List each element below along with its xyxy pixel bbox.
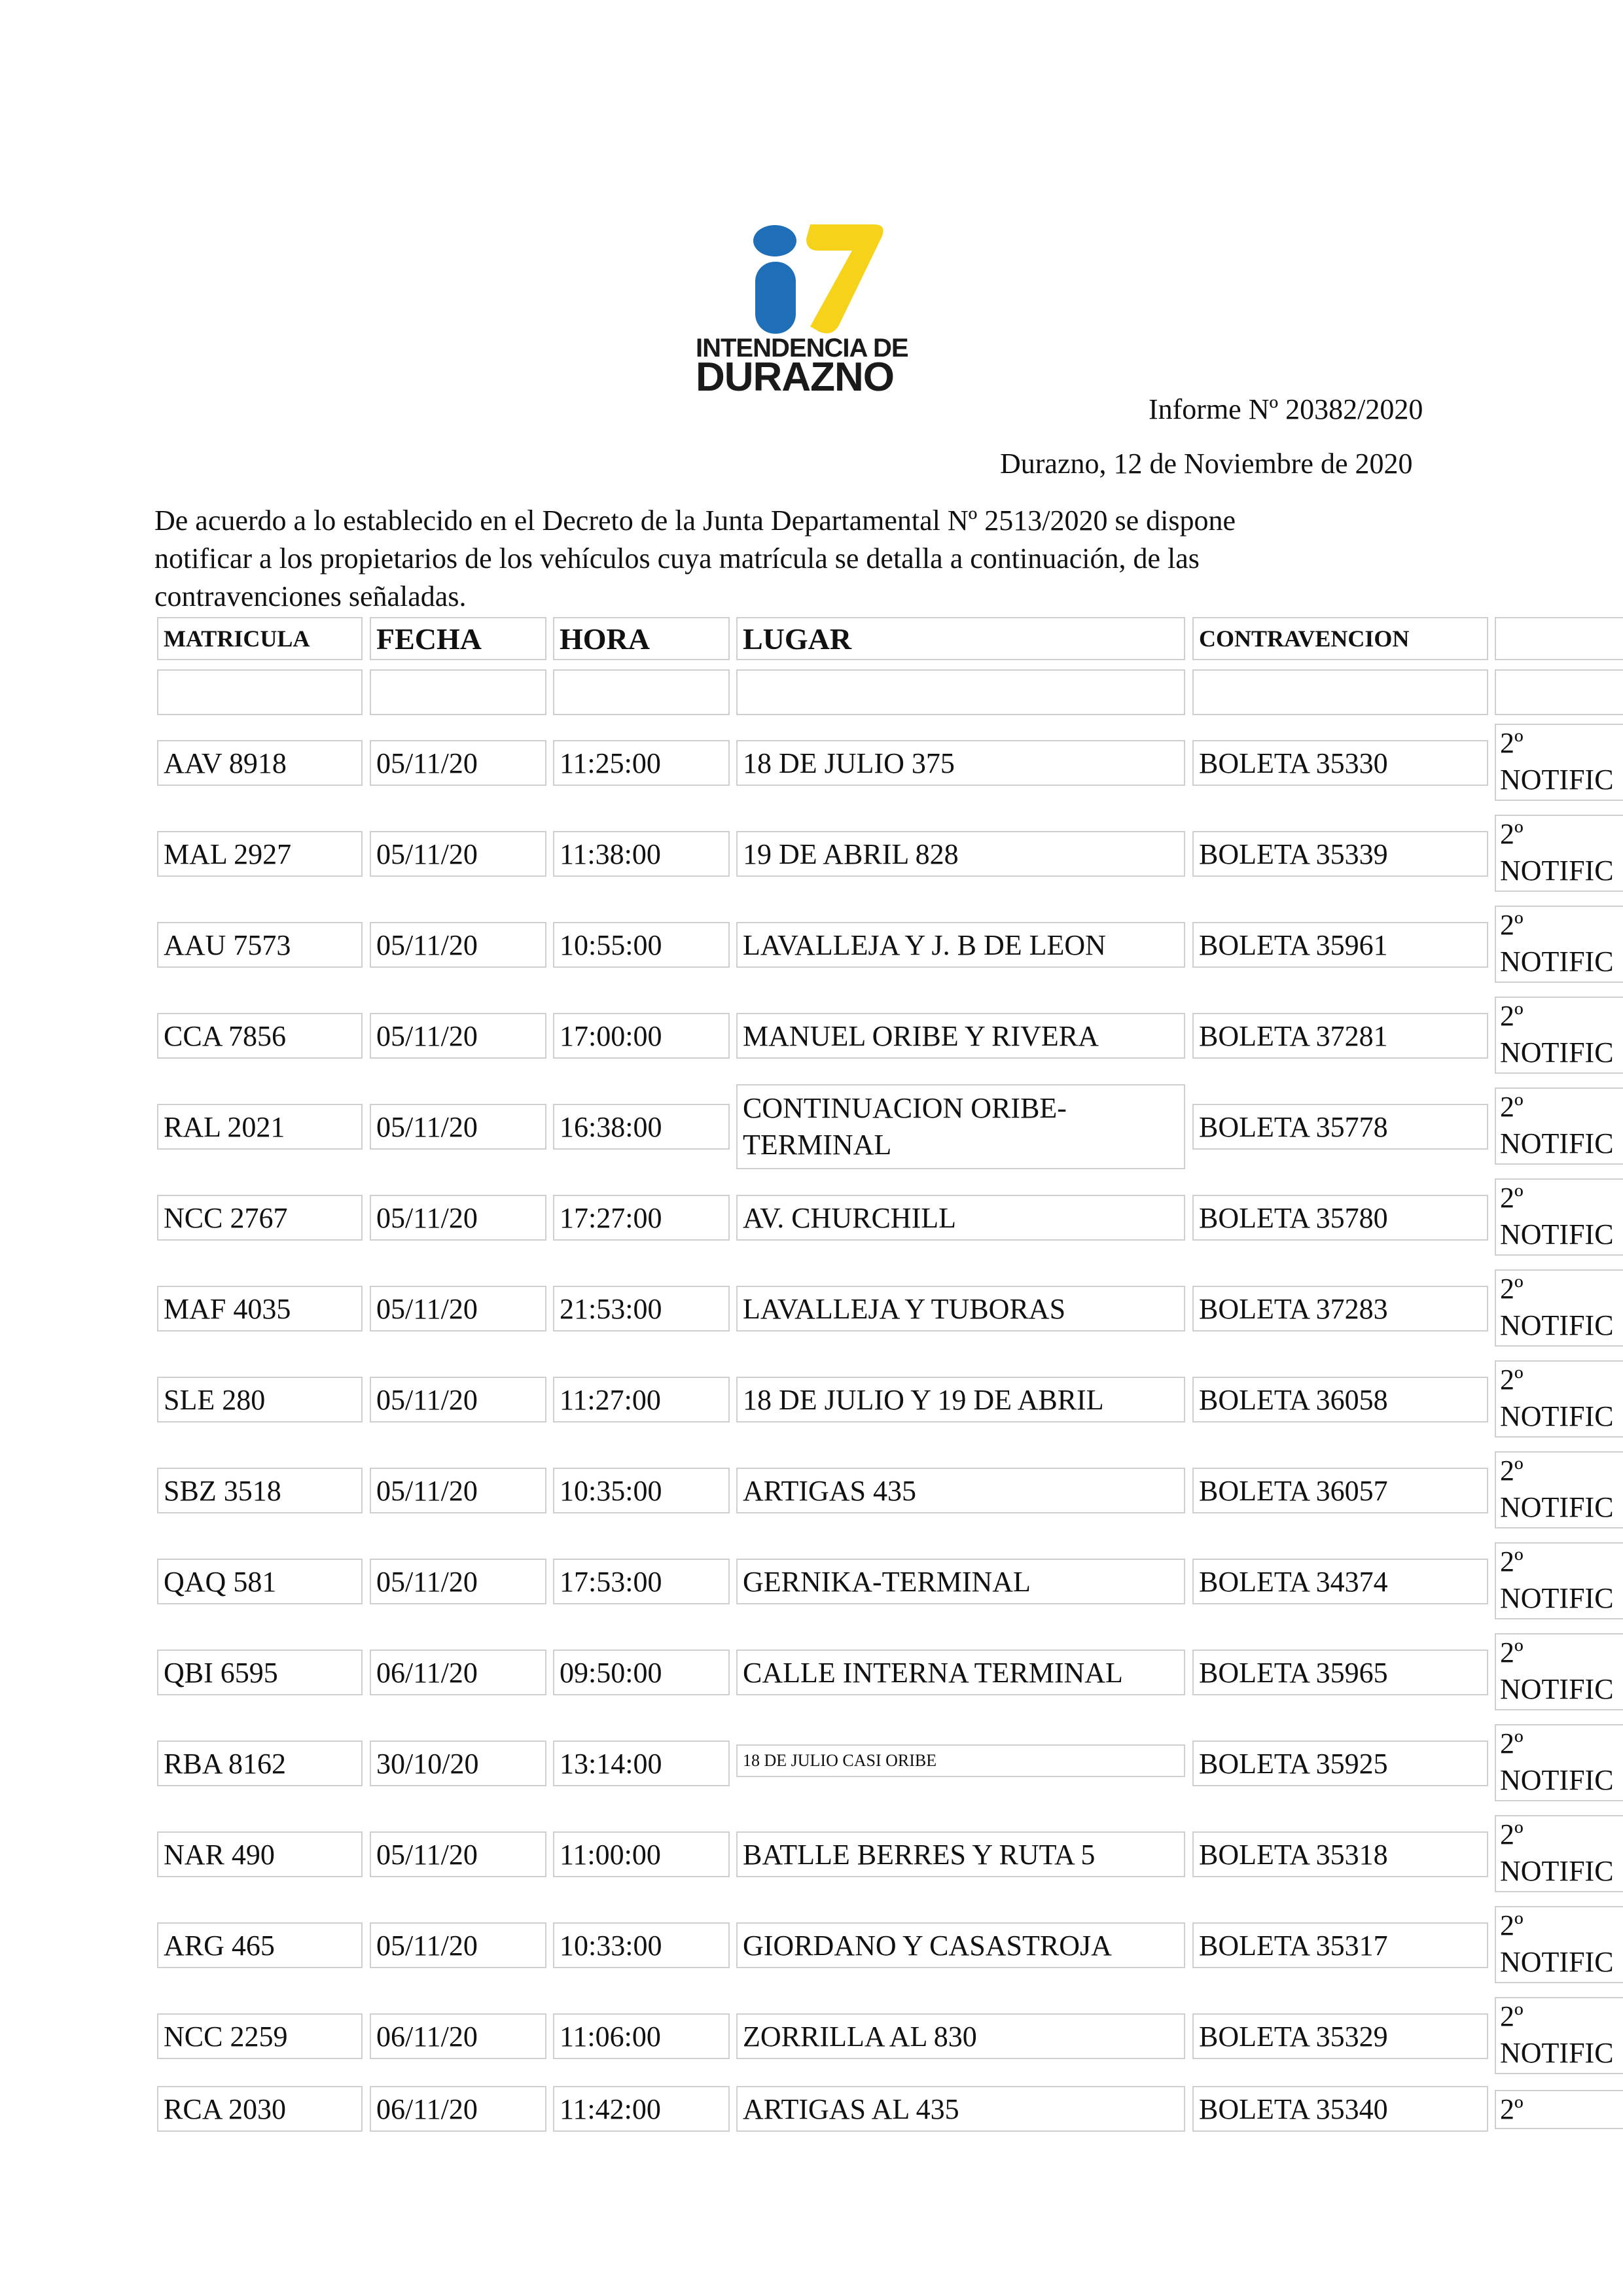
cell-hora: 11:00:00 bbox=[553, 1831, 730, 1877]
notif-ordinal: 2º bbox=[1500, 727, 1524, 759]
header-lugar: LUGAR bbox=[736, 617, 1185, 660]
cell-notificacion bbox=[1495, 1997, 1623, 2074]
cell-fecha: 06/11/20 bbox=[370, 2086, 546, 2132]
cell-contravencion: BOLETA 35961 bbox=[1192, 922, 1488, 968]
cell-contravencion: BOLETA 35780 bbox=[1192, 1195, 1488, 1241]
intro-line: notificar a los propietarios de los vehículos cuya matrícula se detalla a continuación, de las bbox=[154, 542, 1200, 574]
cell-hora: 10:55:00 bbox=[553, 922, 730, 968]
notif-word: NOTIFIC bbox=[1500, 1764, 1614, 1796]
cell-matricula: QAQ 581 bbox=[157, 1559, 363, 1604]
notif-ordinal: 2º bbox=[1500, 1091, 1524, 1123]
cell-fecha: 05/11/20 bbox=[370, 922, 546, 968]
cell-fecha: 05/11/20 bbox=[370, 1922, 546, 1968]
header-contravencion: CONTRAVENCION bbox=[1192, 617, 1488, 660]
cell-contravencion: BOLETA 35965 bbox=[1192, 1650, 1488, 1695]
cell-contravencion: BOLETA 36057 bbox=[1192, 1468, 1488, 1513]
cell-matricula: AAV 8918 bbox=[157, 740, 363, 786]
cell-fecha: 06/11/20 bbox=[370, 1650, 546, 1695]
empty-cell bbox=[736, 669, 1185, 715]
notif-word: NOTIFIC bbox=[1500, 945, 1614, 978]
intro-paragraph bbox=[154, 502, 1437, 616]
header-notificacion bbox=[1495, 617, 1623, 660]
notif-word: NOTIFIC bbox=[1500, 855, 1614, 887]
cell-notificacion bbox=[1495, 1724, 1623, 1801]
cell-lugar: 19 DE ABRIL 828 bbox=[736, 831, 1185, 877]
cell-hora: 17:53:00 bbox=[553, 1559, 730, 1604]
cell-matricula: NCC 2259 bbox=[157, 2013, 363, 2059]
cell-fecha: 05/11/20 bbox=[370, 740, 546, 786]
cell-contravencion: BOLETA 35925 bbox=[1192, 1740, 1488, 1786]
notif-word: NOTIFIC bbox=[1500, 1582, 1614, 1614]
notif-ordinal: 2º bbox=[1500, 1545, 1524, 1578]
cell-contravencion: BOLETA 35778 bbox=[1192, 1104, 1488, 1150]
cell-notificacion bbox=[1495, 2090, 1623, 2129]
cell-contravencion: BOLETA 35317 bbox=[1192, 1922, 1488, 1968]
cell-hora: 16:38:00 bbox=[553, 1104, 730, 1150]
cell-notificacion bbox=[1495, 1087, 1623, 1165]
cell-lugar: 18 DE JULIO 375 bbox=[736, 740, 1185, 786]
cell-matricula: RAL 2021 bbox=[157, 1104, 363, 1150]
cell-matricula: QBI 6595 bbox=[157, 1650, 363, 1695]
cell-notificacion bbox=[1495, 997, 1623, 1074]
cell-contravencion: BOLETA 35339 bbox=[1192, 831, 1488, 877]
notif-word: NOTIFIC bbox=[1500, 1127, 1614, 1159]
document-date: Durazno, 12 de Noviembre de 2020 bbox=[1000, 448, 1413, 480]
cell-notificacion bbox=[1495, 1815, 1623, 1892]
cell-fecha: 06/11/20 bbox=[370, 2013, 546, 2059]
notif-word: NOTIFIC bbox=[1500, 1036, 1614, 1069]
cell-lugar: MANUEL ORIBE Y RIVERA bbox=[736, 1013, 1185, 1059]
empty-cell bbox=[370, 669, 546, 715]
cell-fecha: 05/11/20 bbox=[370, 1104, 546, 1150]
notif-word: NOTIFIC bbox=[1500, 764, 1614, 796]
notif-ordinal: 2º bbox=[1500, 1636, 1524, 1669]
intro-line: contravenciones señaladas. bbox=[154, 580, 467, 612]
notif-ordinal: 2º bbox=[1500, 1364, 1524, 1396]
cell-contravencion: BOLETA 35330 bbox=[1192, 740, 1488, 786]
notif-ordinal: 2º bbox=[1500, 1273, 1524, 1305]
cell-hora: 11:06:00 bbox=[553, 2013, 730, 2059]
cell-lugar: ARTIGAS AL 435 bbox=[736, 2086, 1185, 2132]
cell-hora: 09:50:00 bbox=[553, 1650, 730, 1695]
cell-hora: 11:25:00 bbox=[553, 740, 730, 786]
cell-notificacion bbox=[1495, 724, 1623, 801]
cell-notificacion bbox=[1495, 1451, 1623, 1528]
empty-cell bbox=[157, 669, 363, 715]
notif-word: NOTIFIC bbox=[1500, 1673, 1614, 1705]
notif-ordinal: 2º bbox=[1500, 818, 1524, 850]
cell-hora: 10:33:00 bbox=[553, 1922, 730, 1968]
cell-lugar: 18 DE JULIO Y 19 DE ABRIL bbox=[736, 1377, 1185, 1422]
cell-notificacion bbox=[1495, 906, 1623, 983]
cell-hora: 11:42:00 bbox=[553, 2086, 730, 2132]
intro-line: De acuerdo a lo establecido en el Decreto de la Junta Departamental Nº 2513/2020 se dispone bbox=[154, 504, 1236, 537]
cell-matricula: MAF 4035 bbox=[157, 1286, 363, 1332]
logo-text-line2: DURAZNO bbox=[696, 355, 894, 400]
notif-word: NOTIFIC bbox=[1500, 1855, 1614, 1887]
notif-ordinal: 2º bbox=[1500, 1818, 1524, 1850]
cell-fecha: 05/11/20 bbox=[370, 1013, 546, 1059]
cell-fecha: 05/11/20 bbox=[370, 1468, 546, 1513]
cell-lugar: LAVALLEJA Y J. B DE LEON bbox=[736, 922, 1185, 968]
cell-contravencion: BOLETA 35318 bbox=[1192, 1831, 1488, 1877]
cell-matricula: AAU 7573 bbox=[157, 922, 363, 968]
cell-fecha: 30/10/20 bbox=[370, 1740, 546, 1786]
cell-lugar: ZORRILLA AL 830 bbox=[736, 2013, 1185, 2059]
cell-lugar: ARTIGAS 435 bbox=[736, 1468, 1185, 1513]
cell-matricula: CCA 7856 bbox=[157, 1013, 363, 1059]
cell-contravencion: BOLETA 37283 bbox=[1192, 1286, 1488, 1332]
cell-lugar: GERNIKA-TERMINAL bbox=[736, 1559, 1185, 1604]
cell-hora: 17:27:00 bbox=[553, 1195, 730, 1241]
informe-number: Informe Nº 20382/2020 bbox=[1149, 393, 1423, 425]
cell-fecha: 05/11/20 bbox=[370, 1286, 546, 1332]
notif-ordinal: 2º bbox=[1500, 1909, 1524, 1941]
cell-matricula: MAL 2927 bbox=[157, 831, 363, 877]
logo-text-line1: INTENDENCIA DE bbox=[696, 334, 908, 362]
cell-notificacion bbox=[1495, 1178, 1623, 1256]
cell-contravencion: BOLETA 35340 bbox=[1192, 2086, 1488, 2132]
cell-matricula: SBZ 3518 bbox=[157, 1468, 363, 1513]
empty-cell bbox=[1192, 669, 1488, 715]
cell-fecha: 05/11/20 bbox=[370, 1195, 546, 1241]
cell-notificacion bbox=[1495, 1633, 1623, 1710]
notif-ordinal: 2º bbox=[1500, 909, 1524, 941]
cell-hora: 17:00:00 bbox=[553, 1013, 730, 1059]
cell-fecha: 05/11/20 bbox=[370, 1831, 546, 1877]
cell-matricula: NAR 490 bbox=[157, 1831, 363, 1877]
cell-contravencion: BOLETA 34374 bbox=[1192, 1559, 1488, 1604]
cell-lugar: CALLE INTERNA TERMINAL bbox=[736, 1650, 1185, 1695]
cell-lugar: GIORDANO Y CASASTROJA bbox=[736, 1922, 1185, 1968]
cell-hora: 21:53:00 bbox=[553, 1286, 730, 1332]
cell-lugar: LAVALLEJA Y TUBORAS bbox=[736, 1286, 1185, 1332]
cell-fecha: 05/11/20 bbox=[370, 831, 546, 877]
cell-matricula: SLE 280 bbox=[157, 1377, 363, 1422]
cell-matricula: RCA 2030 bbox=[157, 2086, 363, 2132]
cell-lugar: BATLLE BERRES Y RUTA 5 bbox=[736, 1831, 1185, 1877]
cell-notificacion bbox=[1495, 1542, 1623, 1619]
notif-ordinal: 2º bbox=[1500, 1000, 1524, 1032]
cell-fecha: 05/11/20 bbox=[370, 1377, 546, 1422]
cell-hora: 11:38:00 bbox=[553, 831, 730, 877]
notif-ordinal: 2º bbox=[1500, 2093, 1524, 2125]
header-matricula: MATRICULA bbox=[157, 617, 363, 660]
cell-matricula: ARG 465 bbox=[157, 1922, 363, 1968]
notif-ordinal: 2º bbox=[1500, 1455, 1524, 1487]
notif-ordinal: 2º bbox=[1500, 1727, 1524, 1759]
notif-word: NOTIFIC bbox=[1500, 1491, 1614, 1523]
cell-contravencion: BOLETA 37281 bbox=[1192, 1013, 1488, 1059]
cell-notificacion bbox=[1495, 1269, 1623, 1347]
notif-word: NOTIFIC bbox=[1500, 1218, 1614, 1250]
cell-lugar: AV. CHURCHILL bbox=[736, 1195, 1185, 1241]
notif-word: NOTIFIC bbox=[1500, 1400, 1614, 1432]
cell-lugar: 18 DE JULIO CASI ORIBE bbox=[736, 1744, 1185, 1777]
cell-notificacion bbox=[1495, 815, 1623, 892]
cell-notificacion bbox=[1495, 1360, 1623, 1438]
cell-fecha: 05/11/20 bbox=[370, 1559, 546, 1604]
notif-ordinal: 2º bbox=[1500, 2000, 1524, 2032]
cell-notificacion bbox=[1495, 1906, 1623, 1983]
cell-matricula: RBA 8162 bbox=[157, 1740, 363, 1786]
cell-contravencion: BOLETA 36058 bbox=[1192, 1377, 1488, 1422]
header-hora: HORA bbox=[553, 617, 730, 660]
notif-word: NOTIFIC bbox=[1500, 1946, 1614, 1978]
cell-matricula: NCC 2767 bbox=[157, 1195, 363, 1241]
cell-hora: 10:35:00 bbox=[553, 1468, 730, 1513]
cell-hora: 13:14:00 bbox=[553, 1740, 730, 1786]
empty-cell bbox=[553, 669, 730, 715]
cell-hora: 11:27:00 bbox=[553, 1377, 730, 1422]
cell-contravencion: BOLETA 35329 bbox=[1192, 2013, 1488, 2059]
notif-word: NOTIFIC bbox=[1500, 1309, 1614, 1341]
notif-ordinal: 2º bbox=[1500, 1182, 1524, 1214]
cell-lugar: CONTINUACION ORIBE-TERMINAL bbox=[736, 1084, 1185, 1169]
empty-cell bbox=[1495, 669, 1623, 715]
header-fecha: FECHA bbox=[370, 617, 546, 660]
notif-word: NOTIFIC bbox=[1500, 2037, 1614, 2069]
